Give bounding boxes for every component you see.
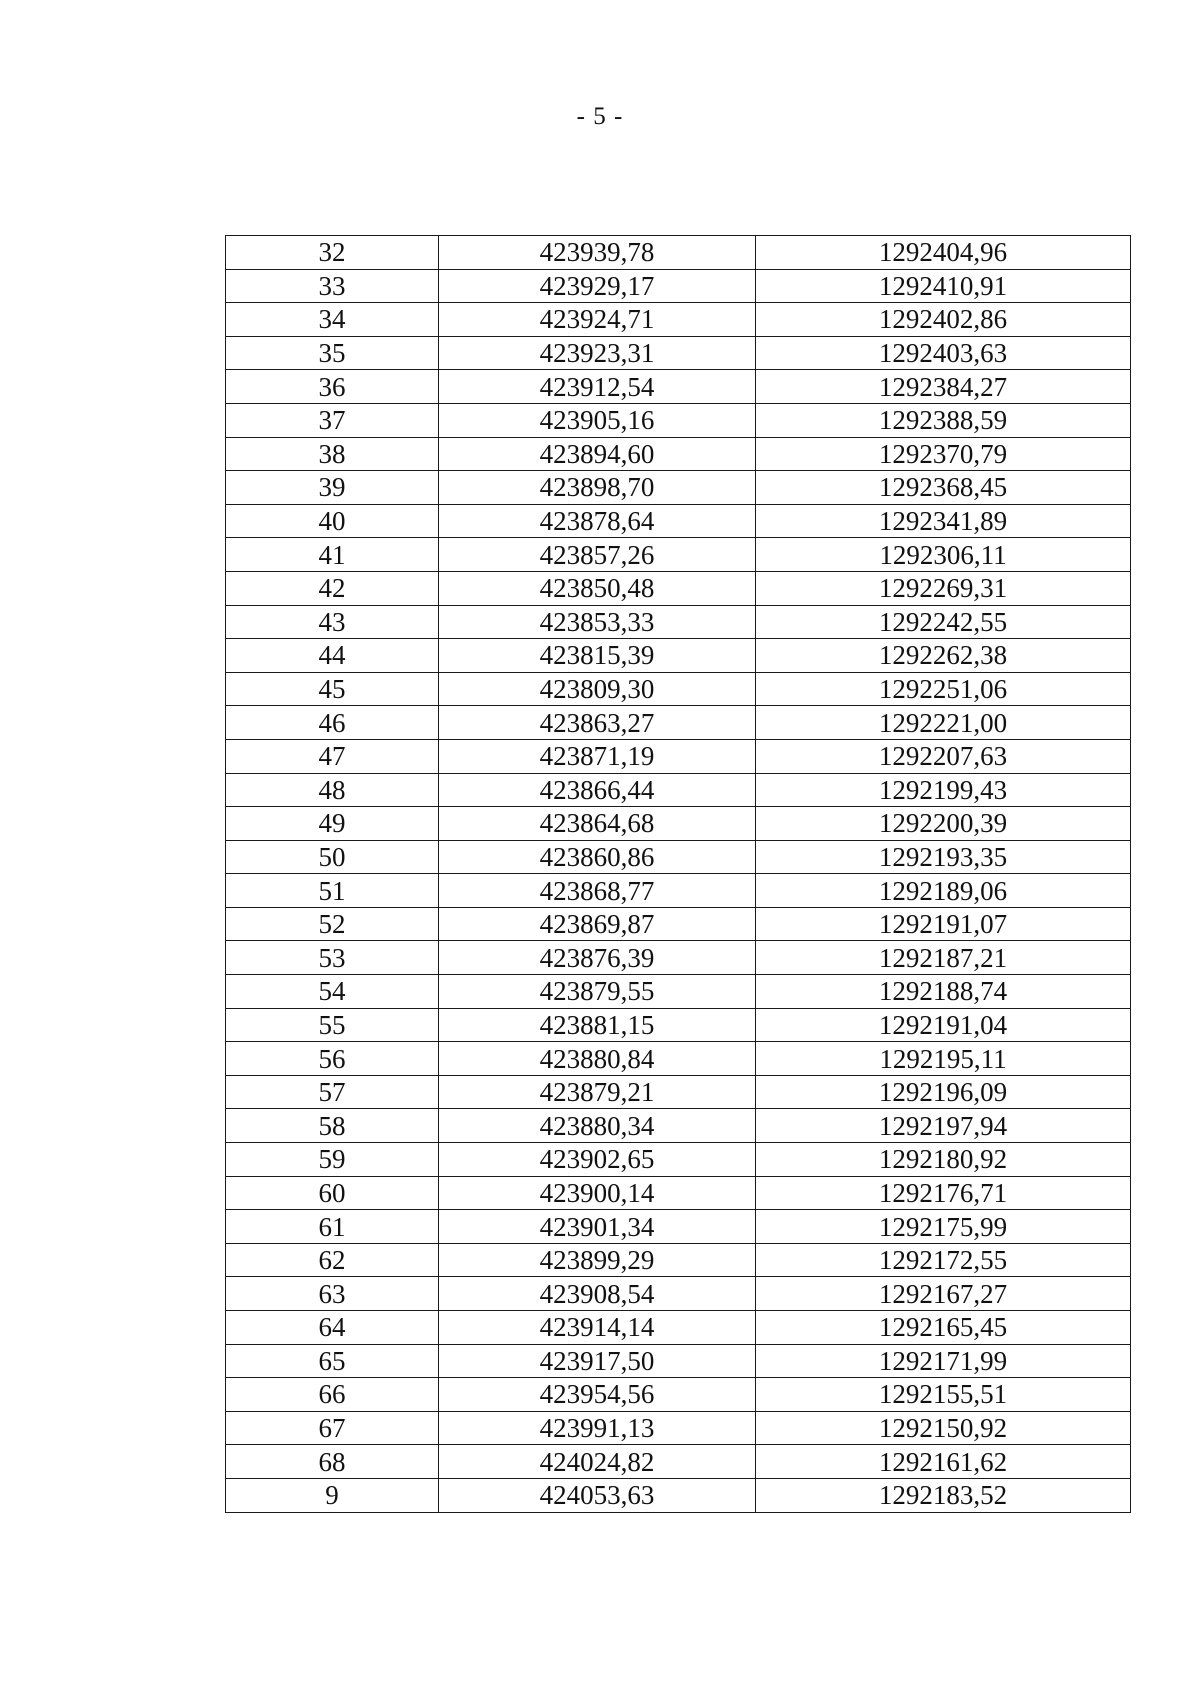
y-coordinate-cell: 1292180,92	[756, 1143, 1131, 1177]
table-row	[226, 605, 1131, 639]
x-coordinate-cell: 423901,34	[439, 1210, 756, 1244]
x-coordinate-cell: 423871,19	[439, 739, 756, 773]
point-number-cell: 57	[226, 1075, 439, 1109]
point-number-cell: 43	[226, 605, 439, 639]
y-coordinate-cell: 1292172,55	[756, 1243, 1131, 1277]
y-coordinate-cell: 1292370,79	[756, 437, 1131, 471]
point-number-cell: 56	[226, 1042, 439, 1076]
point-number-cell: 59	[226, 1143, 439, 1177]
y-coordinate-cell: 1292150,92	[756, 1411, 1131, 1445]
y-coordinate-cell: 1292196,09	[756, 1075, 1131, 1109]
point-number-cell: 38	[226, 437, 439, 471]
x-coordinate-cell: 423924,71	[439, 303, 756, 337]
table-row	[226, 672, 1131, 706]
x-coordinate-cell: 424053,63	[439, 1478, 756, 1512]
y-coordinate-cell: 1292183,52	[756, 1478, 1131, 1512]
table-row	[226, 1008, 1131, 1042]
x-coordinate-cell: 423864,68	[439, 807, 756, 841]
point-number-cell: 45	[226, 672, 439, 706]
table-row	[226, 907, 1131, 941]
x-coordinate-cell: 423908,54	[439, 1277, 756, 1311]
point-number-cell: 65	[226, 1344, 439, 1378]
x-coordinate-cell: 423879,55	[439, 975, 756, 1009]
y-coordinate-cell: 1292193,35	[756, 840, 1131, 874]
point-number-cell: 32	[226, 236, 439, 270]
point-number-cell: 47	[226, 739, 439, 773]
table-row	[226, 975, 1131, 1009]
x-coordinate-cell: 423917,50	[439, 1344, 756, 1378]
y-coordinate-cell: 1292388,59	[756, 403, 1131, 437]
point-number-cell: 9	[226, 1478, 439, 1512]
y-coordinate-cell: 1292155,51	[756, 1378, 1131, 1412]
y-coordinate-cell: 1292199,43	[756, 773, 1131, 807]
table-row	[226, 269, 1131, 303]
table-row	[226, 1243, 1131, 1277]
x-coordinate-cell: 423815,39	[439, 639, 756, 673]
x-coordinate-cell: 423878,64	[439, 504, 756, 538]
y-coordinate-cell: 1292188,74	[756, 975, 1131, 1009]
x-coordinate-cell: 423880,34	[439, 1109, 756, 1143]
x-coordinate-cell: 423914,14	[439, 1311, 756, 1345]
table-row	[226, 1210, 1131, 1244]
x-coordinate-cell: 423853,33	[439, 605, 756, 639]
x-coordinate-cell: 424024,82	[439, 1445, 756, 1479]
x-coordinate-cell: 423912,54	[439, 370, 756, 404]
y-coordinate-cell: 1292207,63	[756, 739, 1131, 773]
point-number-cell: 51	[226, 874, 439, 908]
table-row	[226, 773, 1131, 807]
table-row	[226, 370, 1131, 404]
y-coordinate-cell: 1292187,21	[756, 941, 1131, 975]
y-coordinate-cell: 1292368,45	[756, 471, 1131, 505]
y-coordinate-cell: 1292191,04	[756, 1008, 1131, 1042]
table-row	[226, 1143, 1131, 1177]
point-number-cell: 58	[226, 1109, 439, 1143]
y-coordinate-cell: 1292167,27	[756, 1277, 1131, 1311]
point-number-cell: 34	[226, 303, 439, 337]
point-number-cell: 62	[226, 1243, 439, 1277]
table-row	[226, 538, 1131, 572]
x-coordinate-cell: 423850,48	[439, 571, 756, 605]
x-coordinate-cell: 423939,78	[439, 236, 756, 270]
x-coordinate-cell: 423809,30	[439, 672, 756, 706]
point-number-cell: 60	[226, 1176, 439, 1210]
table-row	[226, 1378, 1131, 1412]
table-row	[226, 840, 1131, 874]
point-number-cell: 52	[226, 907, 439, 941]
page-number: - 5 -	[576, 103, 624, 130]
table-row	[226, 1042, 1131, 1076]
y-coordinate-cell: 1292403,63	[756, 336, 1131, 370]
x-coordinate-cell: 423902,65	[439, 1143, 756, 1177]
y-coordinate-cell: 1292191,07	[756, 907, 1131, 941]
point-number-cell: 66	[226, 1378, 439, 1412]
y-coordinate-cell: 1292195,11	[756, 1042, 1131, 1076]
table-row	[226, 403, 1131, 437]
table-row	[226, 1445, 1131, 1479]
table-row	[226, 236, 1131, 270]
y-coordinate-cell: 1292404,96	[756, 236, 1131, 270]
y-coordinate-cell: 1292341,89	[756, 504, 1131, 538]
point-number-cell: 49	[226, 807, 439, 841]
y-coordinate-cell: 1292171,99	[756, 1344, 1131, 1378]
x-coordinate-cell: 423857,26	[439, 538, 756, 572]
table-row	[226, 471, 1131, 505]
x-coordinate-cell: 423900,14	[439, 1176, 756, 1210]
point-number-cell: 41	[226, 538, 439, 572]
coordinates-table	[225, 235, 1131, 1513]
x-coordinate-cell: 423880,84	[439, 1042, 756, 1076]
point-number-cell: 61	[226, 1210, 439, 1244]
table-row	[226, 1411, 1131, 1445]
table-row	[226, 1478, 1131, 1512]
point-number-cell: 63	[226, 1277, 439, 1311]
x-coordinate-cell: 423894,60	[439, 437, 756, 471]
y-coordinate-cell: 1292161,62	[756, 1445, 1131, 1479]
point-number-cell: 40	[226, 504, 439, 538]
table-row	[226, 941, 1131, 975]
x-coordinate-cell: 423866,44	[439, 773, 756, 807]
x-coordinate-cell: 423905,16	[439, 403, 756, 437]
x-coordinate-cell: 423863,27	[439, 706, 756, 740]
x-coordinate-cell: 423991,13	[439, 1411, 756, 1445]
table-row	[226, 1344, 1131, 1378]
x-coordinate-cell: 423869,87	[439, 907, 756, 941]
x-coordinate-cell: 423881,15	[439, 1008, 756, 1042]
point-number-cell: 67	[226, 1411, 439, 1445]
table-row	[226, 1109, 1131, 1143]
y-coordinate-cell: 1292189,06	[756, 874, 1131, 908]
y-coordinate-cell: 1292242,55	[756, 605, 1131, 639]
x-coordinate-cell: 423929,17	[439, 269, 756, 303]
table-row	[226, 706, 1131, 740]
point-number-cell: 50	[226, 840, 439, 874]
y-coordinate-cell: 1292221,00	[756, 706, 1131, 740]
y-coordinate-cell: 1292251,06	[756, 672, 1131, 706]
x-coordinate-cell: 423868,77	[439, 874, 756, 908]
table-row	[226, 303, 1131, 337]
coordinates-table-body	[226, 236, 1131, 1513]
point-number-cell: 37	[226, 403, 439, 437]
point-number-cell: 48	[226, 773, 439, 807]
x-coordinate-cell: 423954,56	[439, 1378, 756, 1412]
y-coordinate-cell: 1292410,91	[756, 269, 1131, 303]
point-number-cell: 55	[226, 1008, 439, 1042]
table-row	[226, 504, 1131, 538]
point-number-cell: 53	[226, 941, 439, 975]
y-coordinate-cell: 1292175,99	[756, 1210, 1131, 1244]
point-number-cell: 42	[226, 571, 439, 605]
table-row	[226, 571, 1131, 605]
table-row	[226, 639, 1131, 673]
point-number-cell: 33	[226, 269, 439, 303]
table-row	[226, 437, 1131, 471]
y-coordinate-cell: 1292200,39	[756, 807, 1131, 841]
point-number-cell: 35	[226, 336, 439, 370]
point-number-cell: 39	[226, 471, 439, 505]
table-row	[226, 1075, 1131, 1109]
x-coordinate-cell: 423899,29	[439, 1243, 756, 1277]
y-coordinate-cell: 1292306,11	[756, 538, 1131, 572]
y-coordinate-cell: 1292384,27	[756, 370, 1131, 404]
y-coordinate-cell: 1292165,45	[756, 1311, 1131, 1345]
x-coordinate-cell: 423876,39	[439, 941, 756, 975]
point-number-cell: 36	[226, 370, 439, 404]
point-number-cell: 54	[226, 975, 439, 1009]
y-coordinate-cell: 1292197,94	[756, 1109, 1131, 1143]
point-number-cell: 68	[226, 1445, 439, 1479]
table-row	[226, 1277, 1131, 1311]
y-coordinate-cell: 1292176,71	[756, 1176, 1131, 1210]
x-coordinate-cell: 423879,21	[439, 1075, 756, 1109]
table-row	[226, 739, 1131, 773]
point-number-cell: 44	[226, 639, 439, 673]
point-number-cell: 64	[226, 1311, 439, 1345]
table-row	[226, 336, 1131, 370]
table-row	[226, 1311, 1131, 1345]
x-coordinate-cell: 423860,86	[439, 840, 756, 874]
x-coordinate-cell: 423923,31	[439, 336, 756, 370]
table-row	[226, 1176, 1131, 1210]
y-coordinate-cell: 1292269,31	[756, 571, 1131, 605]
table-row	[226, 874, 1131, 908]
table-row	[226, 807, 1131, 841]
x-coordinate-cell: 423898,70	[439, 471, 756, 505]
y-coordinate-cell: 1292402,86	[756, 303, 1131, 337]
y-coordinate-cell: 1292262,38	[756, 639, 1131, 673]
point-number-cell: 46	[226, 706, 439, 740]
